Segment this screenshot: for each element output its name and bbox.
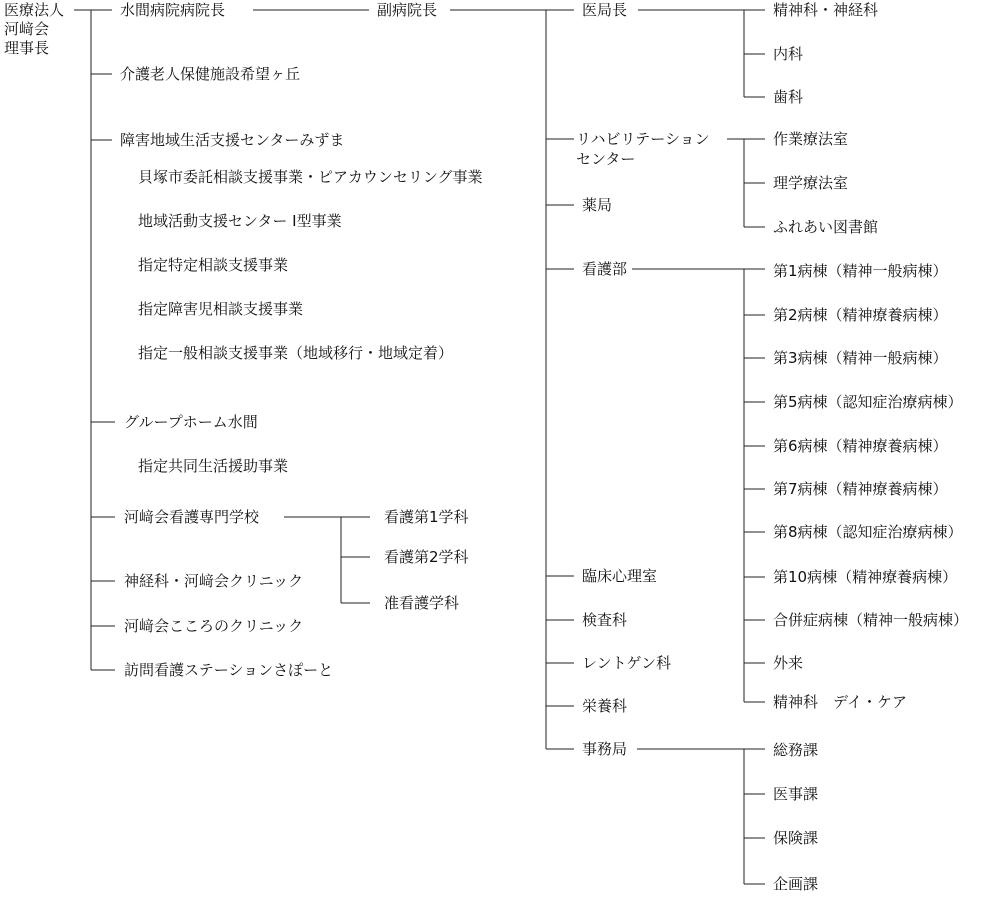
clinic: 河﨑会こころのクリニック: [124, 617, 304, 635]
vice-director: 副病院長: [377, 1, 438, 19]
ward: 第6病棟（精神療養病棟）: [773, 437, 948, 455]
medical-chief: 医局長: [582, 1, 628, 19]
admin-section: 医事課: [773, 785, 819, 803]
ward: 第5病棟（認知症治療病棟）: [773, 393, 963, 411]
visiting-nurse-station: 訪問看護ステーションさぽーと: [124, 661, 334, 679]
support-service: 貝塚市委託相談支援事業・ピアカウンセリング事業: [138, 168, 483, 186]
ward: 第3病棟（精神一般病棟）: [773, 349, 948, 367]
pharmacy: 薬局: [582, 196, 613, 214]
ward: 第8病棟（認知症治療病棟）: [773, 523, 963, 541]
school-course: 准看護学科: [384, 594, 460, 612]
rehab-center-line-2: センター: [576, 150, 636, 168]
ward: 第7病棟（精神療養病棟）: [773, 480, 948, 498]
ward: 第1病棟（精神一般病棟）: [773, 262, 948, 280]
nursing-department: 看護部: [582, 260, 628, 278]
hospital-director: 水間病院病院長: [120, 1, 226, 19]
admin-section: 総務課: [773, 741, 819, 759]
support-service: 指定特定相談支援事業: [138, 256, 289, 274]
rehab-unit: ふれあい図書館: [773, 218, 879, 236]
rehab-unit: 理学療法室: [773, 174, 849, 192]
group-home-service: 指定共同生活援助事業: [138, 457, 289, 475]
medical-department: 精神科・神経科: [773, 1, 879, 19]
radiology: レントゲン科: [582, 654, 672, 672]
nursing-school: 河﨑会看護専門学校: [124, 508, 260, 526]
support-service: 地域活動支援センター Ⅰ型事業: [138, 212, 342, 230]
admin-office: 事務局: [582, 740, 628, 758]
ward: 第2病棟（精神療養病棟）: [773, 306, 948, 324]
care-facility: 介護老人保健施設希望ヶ丘: [120, 65, 301, 83]
group-home: グループホーム水間: [124, 413, 258, 431]
rehab-unit: 作業療法室: [773, 130, 849, 148]
clinic: 神経科・河﨑会クリニック: [124, 572, 304, 590]
school-course: 看護第2学科: [384, 548, 469, 566]
ward: 合併症病棟（精神一般病棟）: [773, 611, 969, 629]
nutrition: 栄養科: [582, 697, 628, 715]
school-course: 看護第1学科: [384, 508, 469, 526]
medical-department: 歯科: [773, 88, 804, 106]
laboratory: 検査科: [582, 611, 628, 629]
ward: 外来: [773, 654, 804, 672]
admin-section: 企画課: [773, 875, 819, 893]
support-service: 指定障害児相談支援事業: [138, 300, 304, 318]
support-center: 障害地域生活支援センターみずま: [120, 131, 345, 149]
chairman-line-1: 医療法人: [4, 1, 65, 19]
chairman-line-3: 理事長: [4, 39, 50, 57]
support-service: 指定一般相談支援事業（地域移行・地域定着）: [138, 344, 454, 362]
chairman-line-2: 河﨑会: [4, 20, 50, 38]
medical-department: 内科: [773, 45, 804, 63]
rehab-center-line-1: リハビリテーション: [576, 130, 710, 148]
admin-section: 保険課: [773, 829, 819, 847]
clinical-psychology: 臨床心理室: [582, 567, 658, 585]
ward: 精神科 デイ・ケア: [773, 693, 907, 711]
ward: 第10病棟（精神療養病棟）: [773, 568, 958, 586]
